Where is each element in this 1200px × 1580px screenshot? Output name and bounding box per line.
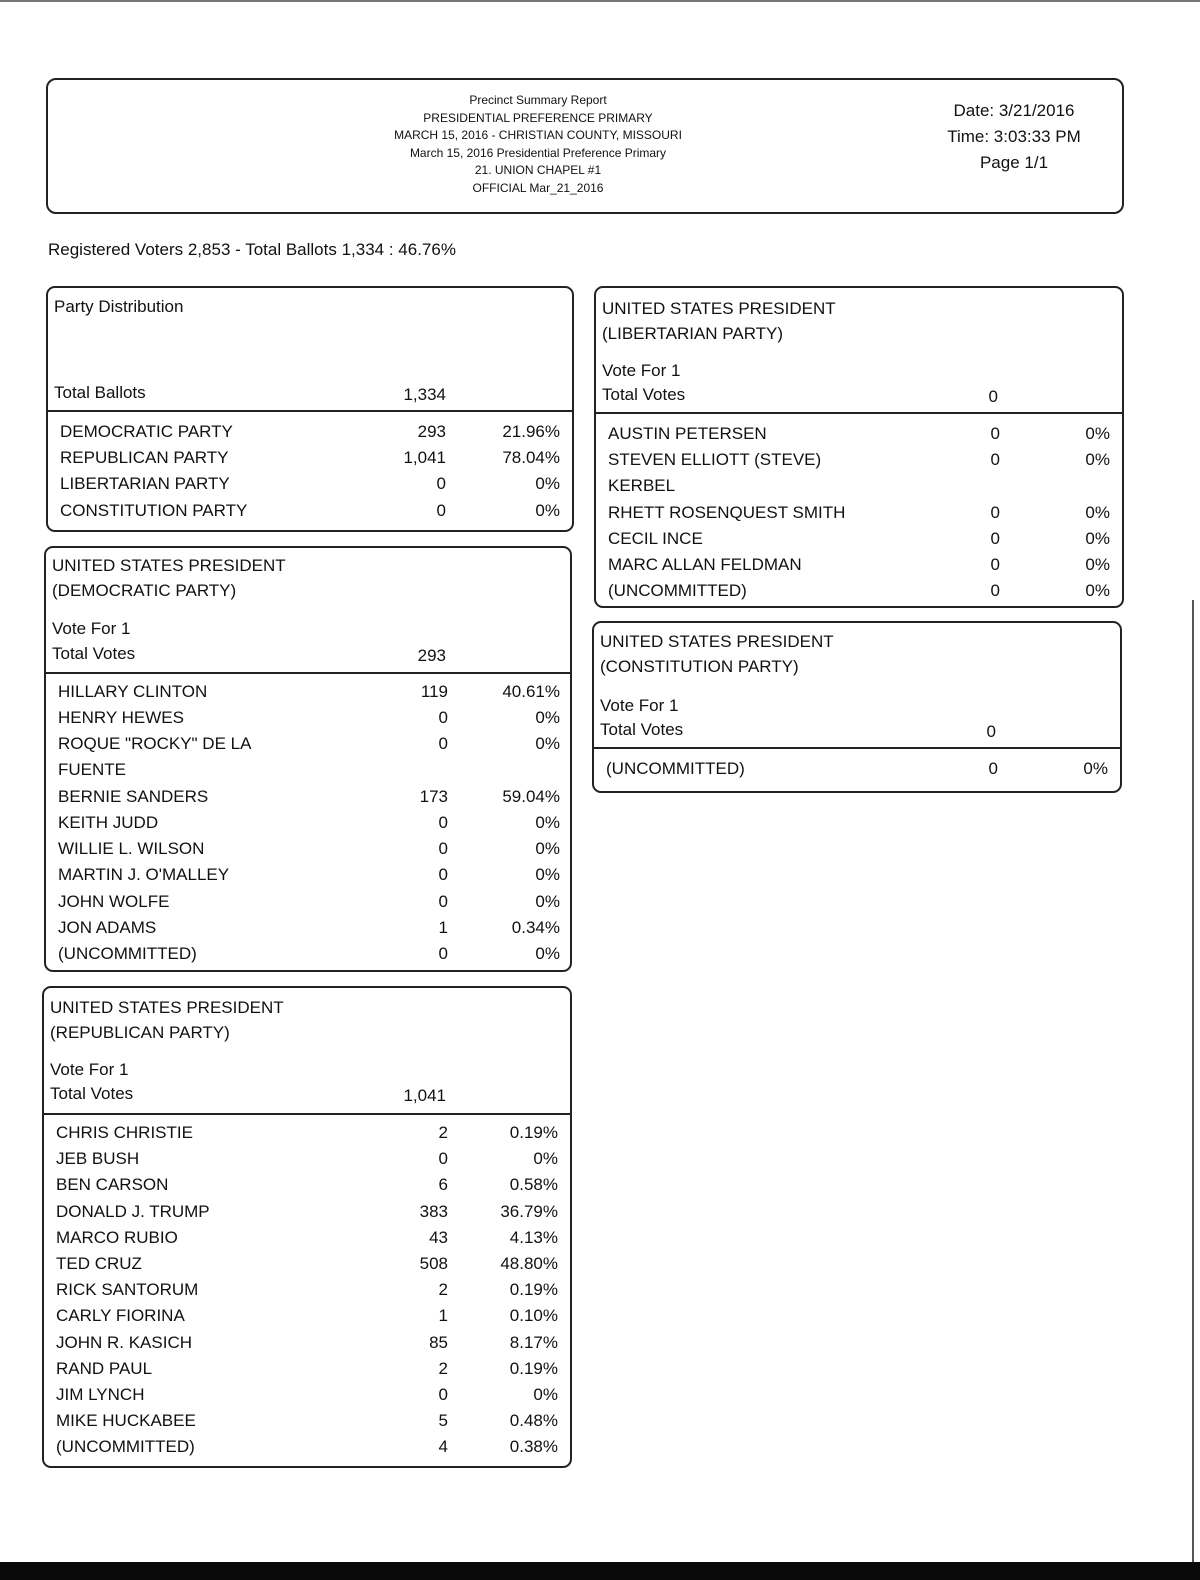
election-county: MARCH 15, 2016 - CHRISTIAN COUNTY, MISSOURI xyxy=(394,128,682,142)
candidate-name-line: FUENTE xyxy=(58,760,126,780)
democratic-panel xyxy=(44,546,572,972)
candidate-name xyxy=(56,1304,185,1327)
table-row xyxy=(596,527,1122,553)
candidate-name-line: JEB BUSH xyxy=(56,1149,140,1169)
candidate-name-line: RHETT ROSENQUEST SMITH xyxy=(608,502,846,522)
candidate-name-line: ROQUE "ROCKY" DE LA xyxy=(58,734,252,754)
candidate-name-line: HENRY HEWES xyxy=(58,708,184,728)
table-row xyxy=(46,837,570,863)
candidate-name xyxy=(58,785,208,808)
vote-percent: 0% xyxy=(535,865,560,885)
panel-title: UNITED STATES PRESIDENT xyxy=(50,998,284,1017)
table-row xyxy=(46,916,570,942)
total-votes-value: 1,041 xyxy=(403,1086,446,1105)
candidate-name-line: JOHN WOLFE xyxy=(58,891,170,911)
vote-count: 0 xyxy=(438,1149,448,1169)
vote-count: 0 xyxy=(438,1384,448,1404)
candidate-name xyxy=(56,1357,152,1380)
vote-percent: 0% xyxy=(535,943,560,963)
candidate-name xyxy=(56,1173,168,1196)
candidate-name xyxy=(56,1226,178,1249)
vote-count: 0 xyxy=(436,500,446,520)
precinct-name: 21. UNION CHAPEL #1 xyxy=(474,163,602,177)
table-row xyxy=(596,448,1122,500)
vote-percent: 0% xyxy=(535,474,560,494)
vote-percent: 0.19% xyxy=(509,1358,558,1378)
total-ballots-label: Total Ballots xyxy=(54,383,146,402)
vote-percent: 0% xyxy=(535,708,560,728)
vote-percent: 78.04% xyxy=(502,448,560,468)
candidate-name-line: (UNCOMMITTED) xyxy=(58,943,197,963)
candidate-name-line: MARTIN J. O'MALLEY xyxy=(58,865,230,885)
candidate-name-line: LIBERTARIAN PARTY xyxy=(60,474,230,494)
table-row xyxy=(48,446,572,472)
candidate-name xyxy=(56,1409,196,1432)
candidate-name xyxy=(58,811,158,834)
page-number: Page 1/1 xyxy=(979,153,1049,172)
table-row xyxy=(44,1331,570,1357)
candidate-name-line: JOHN R. KASICH xyxy=(56,1332,193,1352)
candidate-name xyxy=(56,1435,195,1458)
candidate-name-line: STEVEN ELLIOTT (STEVE) xyxy=(608,450,822,470)
candidate-name xyxy=(58,942,197,965)
candidate-name xyxy=(56,1278,198,1301)
vote-count: 0 xyxy=(438,943,448,963)
report-date: Date: 3/21/2016 xyxy=(953,101,1075,120)
candidate-name-line: (UNCOMMITTED) xyxy=(606,759,745,778)
table-row xyxy=(48,472,572,498)
vote-count: 0 xyxy=(438,734,448,754)
vote-percent: 0.48% xyxy=(509,1411,558,1431)
vote-percent: 0.19% xyxy=(509,1280,558,1300)
table-row xyxy=(46,811,570,837)
candidate-name xyxy=(608,527,703,550)
candidate-name-line: BEN CARSON xyxy=(56,1175,169,1195)
candidate-name-line: MARCO RUBIO xyxy=(56,1227,178,1247)
vote-percent: 0% xyxy=(1085,424,1110,443)
vote-percent: 40.61% xyxy=(502,682,560,701)
vote-percent: 0.10% xyxy=(509,1306,558,1326)
candidate-name-line: CARLY FIORINA xyxy=(56,1306,185,1326)
vote-percent: 48.80% xyxy=(500,1253,558,1273)
candidate-name xyxy=(58,732,251,781)
vote-count: 383 xyxy=(419,1201,448,1221)
vote-percent: 0% xyxy=(1085,554,1110,574)
table-row xyxy=(48,420,572,446)
candidate-name-line: DONALD J. TRUMP xyxy=(56,1201,210,1221)
divider xyxy=(44,1113,570,1115)
panel-title: UNITED STATES PRESIDENT xyxy=(602,299,836,318)
vote-count: 4 xyxy=(438,1437,448,1457)
table-row xyxy=(44,1200,570,1226)
vote-count: 5 xyxy=(438,1411,448,1431)
panel-title: UNITED STATES PRESIDENT xyxy=(600,632,834,651)
table-row xyxy=(44,1357,570,1383)
table-row xyxy=(44,1173,570,1199)
vote-count: 85 xyxy=(429,1332,448,1352)
table-row xyxy=(46,732,570,784)
vote-percent: 0% xyxy=(535,812,560,832)
candidate-name-line: REPUBLICAN PARTY xyxy=(60,448,229,468)
vote-count: 1 xyxy=(438,917,448,937)
vote-count: 0 xyxy=(990,554,1000,574)
total-votes-label: Total Votes xyxy=(600,720,684,739)
vote-percent: 0% xyxy=(1085,450,1110,470)
candidate-name-line: CHRIS CHRISTIE xyxy=(56,1123,193,1142)
candidate-name-line: HILLARY CLINTON xyxy=(58,682,208,701)
scan-edge-right xyxy=(1192,600,1194,1580)
report-meta xyxy=(914,98,1114,176)
vote-count: 0 xyxy=(438,839,448,859)
candidate-name xyxy=(608,501,845,524)
candidate-name-line: (UNCOMMITTED) xyxy=(608,581,747,601)
candidate-name xyxy=(608,579,747,602)
registered-voters-line: Registered Voters 2,853 - Total Ballots 1,334 : 46.76% xyxy=(48,240,456,259)
vote-count: 119 xyxy=(420,682,448,701)
table-row xyxy=(596,422,1122,448)
candidate-name xyxy=(56,1147,139,1170)
table-row xyxy=(44,1383,570,1409)
candidate-name-line: RICK SANTORUM xyxy=(56,1280,199,1300)
candidate-name xyxy=(58,680,207,703)
candidate-name xyxy=(60,446,228,469)
table-row xyxy=(46,785,570,811)
table-row xyxy=(46,863,570,889)
candidate-name xyxy=(58,706,184,729)
table-row xyxy=(44,1252,570,1278)
candidate-name xyxy=(608,422,767,445)
vote-percent: 0% xyxy=(533,1149,558,1169)
vote-count: 2 xyxy=(438,1358,448,1378)
vote-count: 0 xyxy=(436,474,446,494)
vote-count: 0 xyxy=(438,708,448,728)
vote-percent: 0% xyxy=(535,734,560,754)
candidate-name xyxy=(58,863,229,886)
candidate-name-line: KERBEL xyxy=(608,476,676,496)
vote-count: 1,041 xyxy=(403,448,446,468)
candidate-name xyxy=(56,1121,193,1144)
vote-percent: 0% xyxy=(535,839,560,859)
candidate-name xyxy=(56,1383,144,1406)
candidate-name-line: (UNCOMMITTED) xyxy=(56,1437,195,1457)
report-title-block xyxy=(308,92,768,197)
divider xyxy=(594,747,1120,749)
vote-percent: 59.04% xyxy=(502,786,560,806)
total-votes-label: Total Votes xyxy=(50,1084,134,1103)
party-rows xyxy=(48,420,572,525)
vote-for-label: Vote For 1 xyxy=(600,696,679,715)
vote-count: 0 xyxy=(438,812,448,832)
candidate-name-line: MARC ALLAN FELDMAN xyxy=(608,554,802,574)
vote-count: 1 xyxy=(438,1306,448,1326)
vote-count: 2 xyxy=(438,1123,448,1142)
vote-percent: 0.58% xyxy=(509,1175,558,1195)
vote-count: 0 xyxy=(988,759,998,778)
candidate-name-line: DEMOCRATIC PARTY xyxy=(60,422,233,441)
vote-percent: 21.96% xyxy=(502,422,560,441)
panel-subtitle: (LIBERTARIAN PARTY) xyxy=(602,324,784,343)
candidate-name-line: BERNIE SANDERS xyxy=(58,786,209,806)
candidate-name-line: RAND PAUL xyxy=(56,1358,153,1378)
total-votes-label: Total Votes xyxy=(602,385,686,404)
vote-percent: 0% xyxy=(1083,759,1108,778)
election-name: PRESIDENTIAL PREFERENCE PRIMARY xyxy=(423,110,653,125)
vote-count: 43 xyxy=(429,1227,448,1247)
panel-subtitle: (CONSTITUTION PARTY) xyxy=(600,657,799,676)
table-row xyxy=(46,680,570,706)
vote-percent: 0% xyxy=(1085,502,1110,522)
vote-count: 0 xyxy=(990,502,1000,522)
vote-count: 0 xyxy=(990,581,1000,601)
candidate-name-line: MIKE HUCKABEE xyxy=(56,1411,196,1431)
panel-title: UNITED STATES PRESIDENT xyxy=(52,556,286,575)
candidate-name xyxy=(608,553,802,576)
table-row xyxy=(44,1278,570,1304)
candidate-name xyxy=(56,1200,210,1223)
table-row xyxy=(596,553,1122,579)
candidate-name-line: KEITH JUDD xyxy=(58,812,159,832)
vote-percent: 0% xyxy=(1085,528,1110,548)
vote-percent: 0% xyxy=(533,1384,558,1404)
total-ballots-value: 1,334 xyxy=(403,385,446,404)
libertarian-panel xyxy=(594,286,1124,608)
table-row xyxy=(44,1121,570,1147)
democratic-rows xyxy=(46,680,570,968)
total-votes-label: Total Votes xyxy=(52,644,136,663)
vote-count: 6 xyxy=(438,1175,448,1195)
vote-percent: 0% xyxy=(535,500,560,520)
vote-percent: 0% xyxy=(1085,581,1110,601)
party-distribution-panel xyxy=(46,286,574,532)
vote-percent: 0.19% xyxy=(509,1123,558,1142)
vote-count: 508 xyxy=(419,1253,448,1273)
panel-title: Party Distribution xyxy=(54,297,184,316)
table-row xyxy=(44,1226,570,1252)
vote-count: 0 xyxy=(438,891,448,911)
table-row xyxy=(44,1304,570,1330)
vote-for-label: Vote For 1 xyxy=(52,619,131,638)
candidate-name xyxy=(60,472,230,495)
table-row xyxy=(46,706,570,732)
candidate-name xyxy=(608,448,821,497)
table-row xyxy=(46,890,570,916)
vote-count: 0 xyxy=(438,865,448,885)
candidate-name-line: JON ADAMS xyxy=(58,917,157,937)
vote-for-label: Vote For 1 xyxy=(50,1060,129,1079)
divider xyxy=(48,410,572,412)
candidate-name-line: WILLIE L. WILSON xyxy=(58,839,205,859)
vote-percent: 36.79% xyxy=(500,1201,558,1221)
candidate-name xyxy=(60,420,233,443)
vote-percent: 0.38% xyxy=(509,1437,558,1457)
vote-percent: 8.17% xyxy=(509,1332,558,1352)
constitution-panel xyxy=(592,621,1122,793)
table-row xyxy=(48,499,572,525)
report-title: Precinct Summary Report xyxy=(469,93,607,107)
table-row xyxy=(44,1435,570,1461)
candidate-name xyxy=(606,757,745,780)
vote-count: 293 xyxy=(417,422,446,441)
republican-rows xyxy=(44,1121,570,1461)
panel-subtitle: (DEMOCRATIC PARTY) xyxy=(52,581,237,600)
divider xyxy=(596,412,1122,414)
vote-count: 2 xyxy=(438,1280,448,1300)
vote-count: 0 xyxy=(990,528,1000,548)
constitution-rows xyxy=(594,757,1120,783)
libertarian-rows xyxy=(596,422,1122,605)
vote-count: 0 xyxy=(990,424,1000,443)
candidate-name xyxy=(56,1331,192,1354)
table-row xyxy=(46,942,570,968)
report-header xyxy=(46,78,1124,214)
republican-panel xyxy=(42,986,572,1468)
table-row xyxy=(596,501,1122,527)
table-row xyxy=(596,579,1122,605)
vote-count: 0 xyxy=(990,450,1000,470)
vote-count: 173 xyxy=(419,786,448,806)
candidate-name xyxy=(60,499,247,522)
report-time: Time: 3:03:33 PM xyxy=(947,127,1081,146)
total-votes-value: 0 xyxy=(988,387,998,406)
table-row xyxy=(594,757,1120,783)
scan-edge-bottom xyxy=(0,1562,1200,1580)
official-stamp: OFFICIAL Mar_21_2016 xyxy=(472,180,604,195)
candidate-name-line: AUSTIN PETERSEN xyxy=(608,424,767,443)
scan-edge-top xyxy=(0,0,1200,2)
candidate-name-line: CECIL INCE xyxy=(608,528,703,548)
candidate-name-line: TED CRUZ xyxy=(56,1253,142,1273)
candidate-name xyxy=(58,916,156,939)
table-row xyxy=(44,1409,570,1435)
election-subtitle: March 15, 2016 Presidential Preference Primary xyxy=(409,145,667,160)
vote-percent: 4.13% xyxy=(509,1227,558,1247)
total-votes-value: 293 xyxy=(417,646,446,665)
candidate-name xyxy=(56,1252,142,1275)
candidate-name-line: JIM LYNCH xyxy=(56,1384,145,1404)
vote-percent: 0% xyxy=(535,891,560,911)
candidate-name xyxy=(58,890,169,913)
candidate-name-line: CONSTITUTION PARTY xyxy=(60,500,248,520)
divider xyxy=(46,672,570,674)
panel-subtitle: (REPUBLICAN PARTY) xyxy=(50,1023,230,1042)
vote-percent: 0.34% xyxy=(511,917,560,937)
total-votes-value: 0 xyxy=(986,722,996,741)
vote-for-label: Vote For 1 xyxy=(602,361,681,380)
table-row xyxy=(44,1147,570,1173)
candidate-name xyxy=(58,837,204,860)
